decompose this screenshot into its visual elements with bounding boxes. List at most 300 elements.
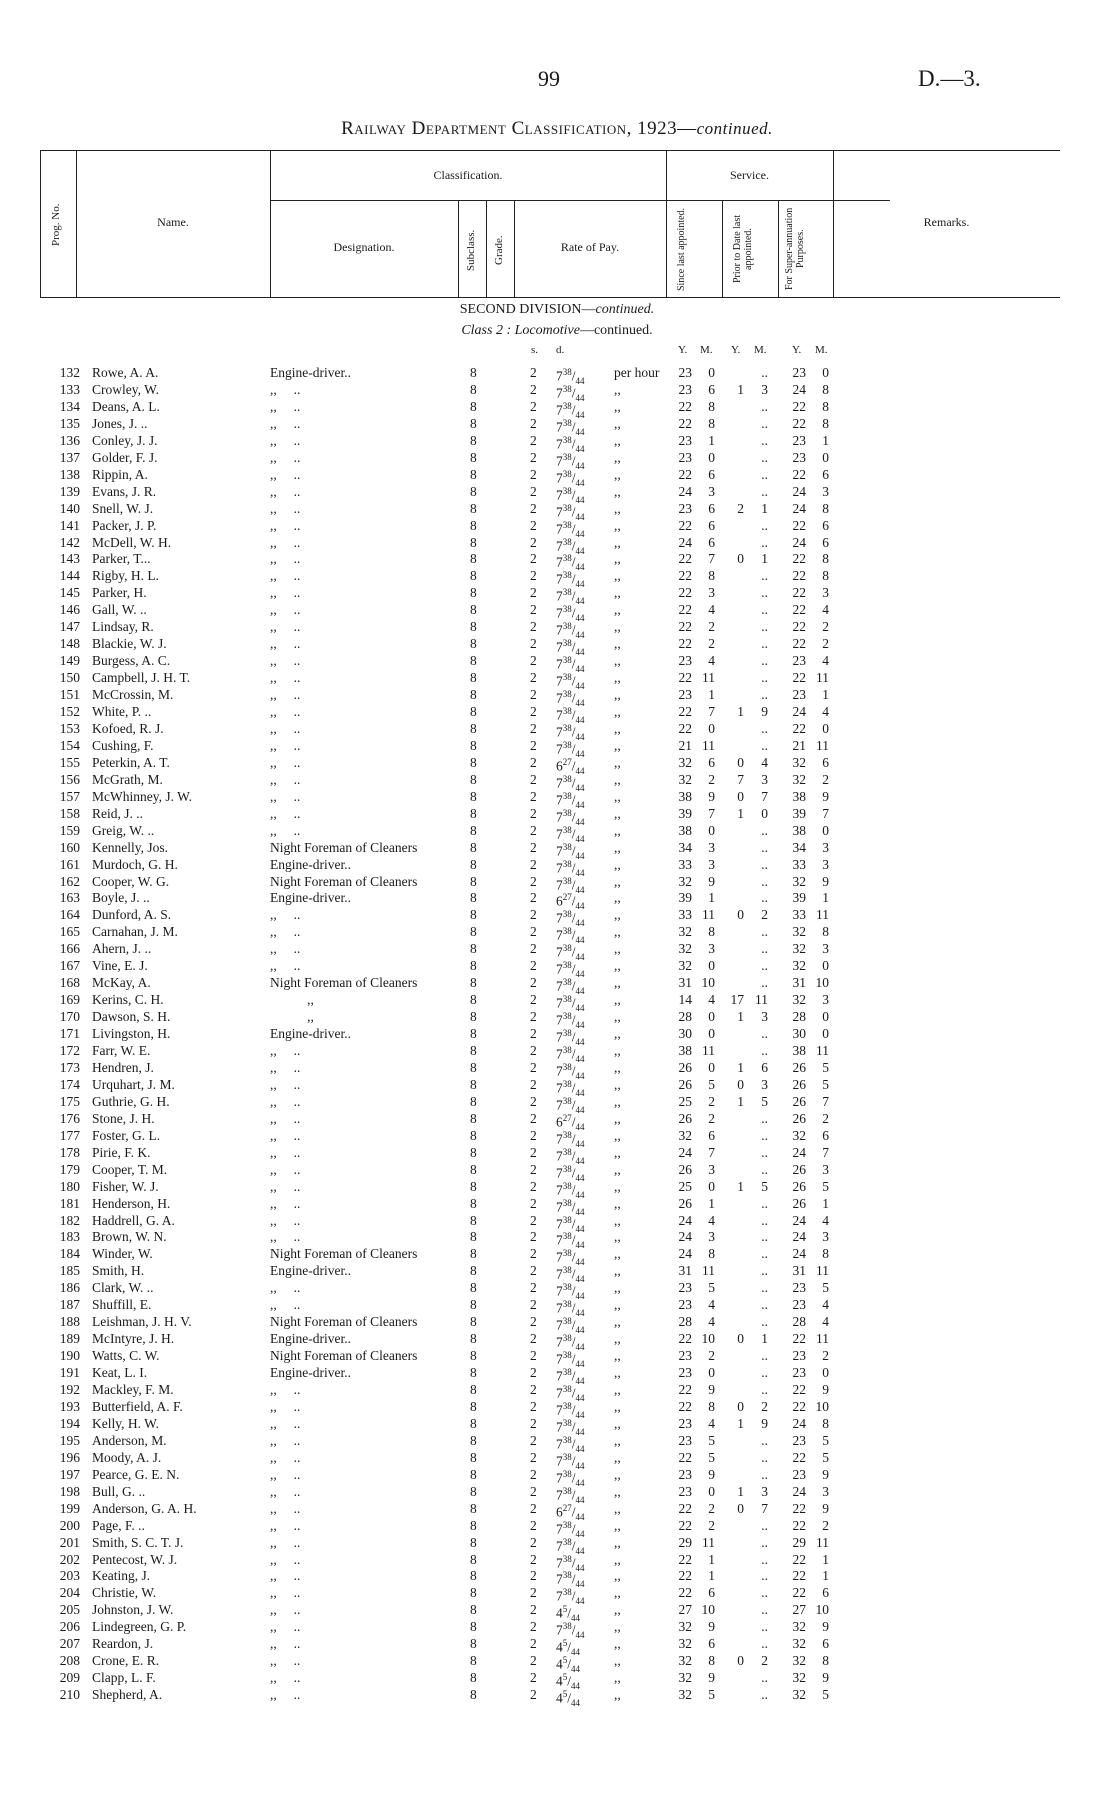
row-super-months: 5 xyxy=(822,1059,829,1075)
row-name: Watts, C. W. xyxy=(92,1348,160,1364)
row-super-months: 0 xyxy=(822,822,829,838)
rate-pence-numerator: 38 xyxy=(562,367,572,377)
row-prior-months: .. xyxy=(761,449,768,465)
row-per-period: ,, xyxy=(614,1432,621,1448)
row-since-years: 23 xyxy=(678,1466,692,1482)
row-grade: 2 xyxy=(530,1670,537,1686)
row-prog-no: 182 xyxy=(59,1212,80,1228)
row-since-years: 32 xyxy=(678,958,692,974)
row-subclass: 8 xyxy=(470,517,477,533)
rate-fraction-slash: / xyxy=(571,1555,576,1570)
row-designation: ,, .. xyxy=(270,517,301,533)
rate-fraction-slash: / xyxy=(571,1521,576,1537)
row-super-years: 24 xyxy=(792,534,806,550)
table-row xyxy=(0,1635,1114,1658)
row-super-years: 22 xyxy=(792,415,806,431)
row-super-years: 38 xyxy=(792,822,806,838)
row-since-years: 30 xyxy=(678,1026,692,1042)
row-per-period: ,, xyxy=(614,839,621,855)
table-row xyxy=(0,1601,1114,1624)
row-per-period: ,, xyxy=(614,1415,621,1431)
row-super-months: 5 xyxy=(822,1178,829,1194)
rate-fraction-slash: / xyxy=(571,910,576,926)
rate-pence-denominator: 44 xyxy=(575,1342,585,1353)
row-grade: 2 xyxy=(530,1500,537,1516)
rate-pence-numerator: 27 xyxy=(562,1502,572,1513)
row-super-years: 22 xyxy=(792,517,806,533)
rate-pence-numerator: 38 xyxy=(562,1350,572,1361)
row-super-years: 22 xyxy=(792,1382,806,1397)
row-prior-months: .. xyxy=(761,1449,768,1465)
row-per-period: ,, xyxy=(614,466,621,482)
rate-pence-numerator: 38 xyxy=(562,1553,572,1564)
row-prior-months: 4 xyxy=(761,754,768,770)
row-name: Smith, S. C. T. J. xyxy=(92,1534,184,1550)
table-row xyxy=(0,1618,1114,1641)
row-prior-months: .. xyxy=(761,1534,768,1550)
rate-pence-whole: 7 xyxy=(556,538,563,553)
table-row xyxy=(0,720,1114,743)
row-since-months: 0 xyxy=(708,1178,715,1194)
row-prior-months: 1 xyxy=(761,551,768,567)
rate-pence-denominator: 44 xyxy=(575,1020,585,1031)
row-super-years: 22 xyxy=(792,1517,806,1533)
rate-fraction-slash: / xyxy=(571,1317,576,1333)
rate-pence-denominator: 44 xyxy=(575,1121,585,1132)
row-prior-months: .. xyxy=(761,602,768,618)
row-grade: 2 xyxy=(530,1653,537,1669)
row-grade: 2 xyxy=(530,1602,537,1618)
rate-pence-numerator: 38 xyxy=(562,1061,572,1072)
row-designation: ,, .. xyxy=(270,1619,301,1635)
row-grade: 2 xyxy=(530,568,537,584)
row-designation: ,, .. xyxy=(270,432,301,448)
row-per-period: ,, xyxy=(614,704,621,719)
row-super-years: 30 xyxy=(792,1026,806,1042)
rate-fraction-slash: / xyxy=(571,877,576,892)
row-name: Urquhart, J. M. xyxy=(92,1076,175,1092)
rate-pence-numerator: 38 xyxy=(562,553,572,564)
row-prog-no: 161 xyxy=(59,856,80,872)
row-name: McKay, A. xyxy=(92,975,151,991)
row-super-years: 22 xyxy=(792,568,806,584)
row-since-months: 0 xyxy=(708,1059,715,1075)
row-prior-months: .. xyxy=(761,975,768,991)
row-grade: 2 xyxy=(530,1263,537,1279)
row-per-period: ,, xyxy=(614,602,621,618)
rate-pence-denominator: 44 xyxy=(575,1579,585,1590)
row-subclass: 8 xyxy=(470,1178,477,1194)
rate-pence-denominator: 44 xyxy=(575,799,585,810)
rate-fraction-slash: / xyxy=(567,1690,572,1706)
rate-pence-whole: 7 xyxy=(556,1232,563,1248)
rate-pence-numerator: 38 xyxy=(562,1248,572,1259)
rate-pence-numerator: 38 xyxy=(562,926,572,937)
rate-pence-whole: 7 xyxy=(556,1588,563,1604)
row-super-years: 22 xyxy=(792,602,806,618)
rate-pence-whole: 7 xyxy=(556,1555,563,1570)
row-per-period: ,, xyxy=(614,737,621,753)
row-prog-no: 146 xyxy=(59,602,80,618)
row-super-years: 24 xyxy=(792,381,806,397)
rate-pence-whole: 7 xyxy=(556,978,563,994)
row-per-period: ,, xyxy=(614,975,621,991)
row-prior-months: 1 xyxy=(761,500,768,516)
row-super-years: 24 xyxy=(792,1415,806,1431)
row-super-months: 0 xyxy=(822,1009,829,1025)
row-subclass: 8 xyxy=(470,1280,477,1296)
row-since-years: 26 xyxy=(678,1195,692,1211)
rate-pence-numerator: 38 xyxy=(562,1180,572,1191)
table-row xyxy=(0,754,1114,777)
rate-fraction-slash: / xyxy=(571,1080,576,1096)
row-since-months: 1 xyxy=(708,687,715,703)
row-designation: ,, .. xyxy=(270,449,301,465)
row-since-months: 9 xyxy=(708,873,715,889)
rate-pence-denominator: 44 xyxy=(575,850,585,861)
rate-pence-numerator: 27 xyxy=(562,892,572,903)
row-name: Keat, L. I. xyxy=(92,1365,148,1381)
row-per-period: ,, xyxy=(614,381,621,397)
row-since-months: 5 xyxy=(708,1432,715,1448)
row-name: Packer, J. P. xyxy=(92,517,157,533)
row-super-months: 7 xyxy=(822,1093,829,1109)
row-designation: ,, .. xyxy=(270,1585,301,1601)
row-since-years: 22 xyxy=(678,466,692,482)
row-subclass: 8 xyxy=(470,1398,477,1414)
table-row xyxy=(0,1449,1114,1471)
document-reference: D.—3. xyxy=(918,66,981,91)
row-super-years: 32 xyxy=(792,941,806,957)
row-since-months: 2 xyxy=(708,1517,715,1533)
row-super-years: 24 xyxy=(792,1144,806,1160)
row-prog-no: 139 xyxy=(59,483,80,499)
table-row xyxy=(0,635,1114,658)
row-since-months: 1 xyxy=(708,890,715,906)
row-prior-months: 6 xyxy=(761,1059,768,1075)
rate-pence-denominator: 44 xyxy=(575,918,585,929)
row-designation: ,, .. xyxy=(270,907,301,923)
row-grade: 2 xyxy=(530,941,537,957)
rate-fraction-slash: / xyxy=(571,1453,576,1469)
row-prog-no: 156 xyxy=(59,771,80,787)
row-prior-months: 2 xyxy=(761,1653,768,1669)
table-row xyxy=(0,873,1114,895)
rate-pence-denominator: 44 xyxy=(575,511,585,522)
row-name: Butterfield, A. F. xyxy=(92,1398,183,1414)
row-per-period: per hour xyxy=(614,365,660,380)
rate-pence-numerator: 38 xyxy=(562,1519,572,1530)
row-subclass: 8 xyxy=(470,1076,477,1092)
rate-pence-denominator: 44 xyxy=(575,816,585,827)
rate-pence-whole: 7 xyxy=(556,1538,563,1554)
row-prog-no: 183 xyxy=(59,1229,80,1245)
row-prior-years: 1 xyxy=(737,1415,744,1431)
rate-pence-denominator: 44 xyxy=(575,833,585,844)
table-row xyxy=(0,483,1114,505)
row-grade: 2 xyxy=(530,1009,537,1025)
row-per-period: ,, xyxy=(614,1127,621,1143)
row-super-years: 22 xyxy=(792,551,806,567)
table-row xyxy=(0,1178,1114,1200)
row-since-months: 4 xyxy=(708,653,715,669)
row-prior-months: .. xyxy=(761,1382,768,1397)
rate-pence-denominator: 44 xyxy=(575,1105,585,1116)
row-since-months: 0 xyxy=(708,449,715,465)
row-since-years: 23 xyxy=(678,1348,692,1364)
row-since-months: 7 xyxy=(708,805,715,821)
row-subclass: 8 xyxy=(470,568,477,584)
row-super-months: 11 xyxy=(816,1263,829,1279)
row-prog-no: 168 xyxy=(59,975,80,991)
row-super-months: 11 xyxy=(816,1534,829,1550)
rate-pence-numerator: 38 xyxy=(562,1587,572,1598)
table-row xyxy=(0,1364,1114,1387)
row-subclass: 8 xyxy=(470,1534,477,1550)
row-prior-years: 1 xyxy=(737,805,744,821)
row-per-period: ,, xyxy=(614,1297,621,1313)
row-name: Pearce, G. E. N. xyxy=(92,1466,180,1482)
row-prog-no: 177 xyxy=(59,1127,80,1143)
row-since-months: 4 xyxy=(708,602,715,618)
rate-pence-whole: 7 xyxy=(556,1453,563,1469)
row-prior-months: .. xyxy=(761,1670,768,1686)
row-prog-no: 160 xyxy=(59,839,80,855)
row-name: McWhinney, J. W. xyxy=(92,788,192,804)
row-designation: ,, .. xyxy=(270,653,301,669)
rate-pence-denominator: 44 xyxy=(575,1308,585,1319)
row-per-period: ,, xyxy=(614,1466,621,1482)
rate-fraction-slash: / xyxy=(571,1470,576,1486)
row-subclass: 8 xyxy=(470,737,477,753)
rate-pence-whole: 7 xyxy=(556,605,563,621)
row-super-months: 3 xyxy=(822,839,829,855)
header-rule-bottom xyxy=(40,297,1060,298)
row-since-months: 2 xyxy=(708,636,715,652)
row-super-years: 22 xyxy=(792,1331,806,1347)
row-grade: 2 xyxy=(530,1619,537,1635)
row-prog-no: 151 xyxy=(59,687,80,703)
table-row xyxy=(0,1008,1114,1031)
row-prior-months: .. xyxy=(761,1161,768,1177)
row-designation: Engine-driver.. xyxy=(270,856,351,872)
rate-pence-numerator: 38 xyxy=(562,739,572,750)
row-prog-no: 189 xyxy=(59,1331,80,1347)
rate-pence-whole: 7 xyxy=(556,690,563,706)
row-grade: 2 xyxy=(530,1026,537,1042)
row-since-years: 33 xyxy=(678,856,692,872)
row-prior-months: .. xyxy=(761,720,768,736)
row-super-years: 27 xyxy=(792,1602,806,1618)
rate-pence-whole: 4 xyxy=(556,1639,563,1655)
row-since-years: 32 xyxy=(678,771,692,787)
row-prog-no: 135 xyxy=(59,415,80,431)
row-since-months: 6 xyxy=(708,381,715,397)
rate-pence-whole: 4 xyxy=(556,1673,563,1689)
rate-pence-whole: 7 xyxy=(556,1487,563,1503)
row-prior-months: .. xyxy=(761,1687,768,1703)
rate-pence-denominator: 44 xyxy=(575,698,585,709)
row-since-months: 6 xyxy=(708,500,715,516)
rate-pence-numerator: 38 xyxy=(562,1028,572,1039)
row-prior-months: .. xyxy=(761,483,768,499)
table-row xyxy=(0,415,1114,438)
table-header xyxy=(40,150,1060,298)
row-subclass: 8 xyxy=(470,415,477,431)
rate-fraction-slash: / xyxy=(571,1165,576,1181)
rate-pence-whole: 7 xyxy=(556,1385,563,1401)
row-name: Livingston, H. xyxy=(92,1026,171,1042)
row-per-period: ,, xyxy=(614,1568,621,1584)
rate-fraction-slash: / xyxy=(571,893,576,909)
rate-pence-denominator: 44 xyxy=(575,1291,585,1302)
rate-pence-denominator: 44 xyxy=(571,1698,581,1709)
table-row xyxy=(0,669,1114,692)
rate-pence-whole: 7 xyxy=(556,1419,563,1435)
row-subclass: 8 xyxy=(470,1009,477,1025)
row-prior-years: 1 xyxy=(737,381,744,397)
rate-fraction-slash: / xyxy=(571,1622,576,1638)
row-since-years: 23 xyxy=(678,365,692,380)
rate-pence-denominator: 44 xyxy=(575,664,585,675)
row-since-years: 32 xyxy=(678,924,692,940)
unit-months: M. xyxy=(815,344,828,356)
row-prior-months: .. xyxy=(761,1602,768,1618)
row-super-years: 23 xyxy=(792,1466,806,1482)
row-designation: ,, .. xyxy=(270,585,301,601)
row-super-years: 23 xyxy=(792,687,806,703)
table-row xyxy=(0,1279,1114,1302)
row-subclass: 8 xyxy=(470,1500,477,1516)
row-subclass: 8 xyxy=(470,687,477,703)
header-name: Name. xyxy=(157,215,189,229)
row-grade: 2 xyxy=(530,365,537,380)
section-title: SECOND DIVISION— xyxy=(459,302,596,317)
rate-fraction-slash: / xyxy=(571,1216,576,1231)
row-super-years: 24 xyxy=(792,1246,806,1262)
row-super-months: 4 xyxy=(822,1314,829,1330)
row-since-years: 32 xyxy=(678,1636,692,1652)
row-name: Anderson, M. xyxy=(92,1432,167,1448)
row-grade: 2 xyxy=(530,1314,537,1330)
table-row xyxy=(0,974,1114,997)
row-since-years: 23 xyxy=(678,687,692,703)
table-row xyxy=(0,1025,1114,1048)
row-subclass: 8 xyxy=(470,771,477,787)
row-since-months: 3 xyxy=(708,1161,715,1177)
row-designation: ,, .. xyxy=(270,1687,301,1703)
rate-pence-denominator: 44 xyxy=(575,884,585,895)
row-grade: 2 xyxy=(530,1348,537,1364)
row-name: Cooper, T. M. xyxy=(92,1161,168,1177)
row-designation: ,, .. xyxy=(270,1178,301,1194)
row-subclass: 8 xyxy=(470,924,477,940)
rate-pence-whole: 7 xyxy=(556,724,563,740)
row-name: Farr, W. E. xyxy=(92,1043,151,1058)
row-super-years: 32 xyxy=(792,1670,806,1686)
table-row xyxy=(0,449,1114,471)
rate-pence-numerator: 38 xyxy=(562,604,572,615)
rate-pence-denominator: 44 xyxy=(575,1410,585,1421)
table-row xyxy=(0,500,1114,522)
row-super-months: 8 xyxy=(822,398,829,414)
row-prog-no: 210 xyxy=(59,1687,80,1703)
row-designation: Night Foreman of Cleaners xyxy=(270,1246,418,1262)
row-subclass: 8 xyxy=(470,1432,477,1448)
row-subclass: 8 xyxy=(470,1636,477,1652)
row-prior-months: .. xyxy=(761,415,768,431)
rate-pence-numerator: 38 xyxy=(562,1621,572,1632)
rate-pence-denominator: 44 xyxy=(571,1647,581,1658)
rate-pence-numerator: 38 xyxy=(562,858,572,869)
rate-pence-denominator: 44 xyxy=(575,1376,585,1387)
row-grade: 2 xyxy=(530,1246,537,1262)
row-prior-years: 1 xyxy=(737,1178,744,1194)
table-row xyxy=(0,737,1114,760)
rate-pence-denominator: 44 xyxy=(575,1511,585,1522)
row-grade: 2 xyxy=(530,1517,537,1533)
table-row xyxy=(0,1161,1114,1183)
row-subclass: 8 xyxy=(470,1195,477,1211)
row-prog-no: 179 xyxy=(59,1161,80,1177)
row-designation: ,, .. xyxy=(270,551,301,567)
table-row xyxy=(0,1398,1114,1421)
row-super-years: 22 xyxy=(792,1585,806,1601)
row-prog-no: 171 xyxy=(59,1026,80,1042)
row-per-period: ,, xyxy=(614,941,621,957)
row-name: Moody, A. J. xyxy=(92,1449,162,1465)
row-super-years: 23 xyxy=(792,432,806,448)
rate-pence-numerator: 38 xyxy=(562,824,572,835)
header-since-last: Since last appointed. xyxy=(676,207,687,291)
row-prog-no: 136 xyxy=(59,432,80,448)
header-classification: Classification. xyxy=(433,168,503,182)
row-prior-years: 0 xyxy=(737,754,744,770)
table-row xyxy=(0,1059,1114,1082)
row-grade: 2 xyxy=(530,1229,537,1245)
rate-fraction-slash: / xyxy=(571,792,576,808)
row-super-months: 9 xyxy=(822,788,829,804)
row-prior-months: .. xyxy=(761,432,768,448)
rate-pence-denominator: 44 xyxy=(575,1054,585,1065)
rate-fraction-slash: / xyxy=(571,436,576,452)
row-name: Clark, W. .. xyxy=(92,1280,154,1296)
row-since-months: 0 xyxy=(708,365,715,380)
table-row xyxy=(0,771,1114,793)
rate-fraction-slash: / xyxy=(571,470,576,486)
row-name: Bull, G. .. xyxy=(92,1483,146,1499)
row-designation: ,, .. xyxy=(270,1297,301,1313)
row-super-months: 9 xyxy=(822,1382,829,1397)
rate-pence-numerator: 38 xyxy=(562,400,572,411)
row-prog-no: 208 xyxy=(59,1653,80,1669)
row-prior-years: 0 xyxy=(737,907,744,923)
row-super-months: 8 xyxy=(822,1653,829,1669)
table-row xyxy=(0,601,1114,624)
row-prior-months: 2 xyxy=(761,1398,768,1414)
rate-pence-whole: 7 xyxy=(556,1622,563,1638)
row-per-period: ,, xyxy=(614,517,621,533)
row-since-years: 33 xyxy=(678,907,692,923)
rate-fraction-slash: / xyxy=(571,1385,576,1401)
rate-pence-denominator: 44 xyxy=(575,1138,585,1149)
row-since-months: 2 xyxy=(708,1500,715,1516)
row-grade: 2 xyxy=(530,1415,537,1431)
row-designation: ,, .. xyxy=(270,1466,301,1482)
rate-pence-denominator: 44 xyxy=(575,1223,585,1234)
row-since-months: 7 xyxy=(708,1144,715,1160)
rate-fraction-slash: / xyxy=(571,385,576,401)
